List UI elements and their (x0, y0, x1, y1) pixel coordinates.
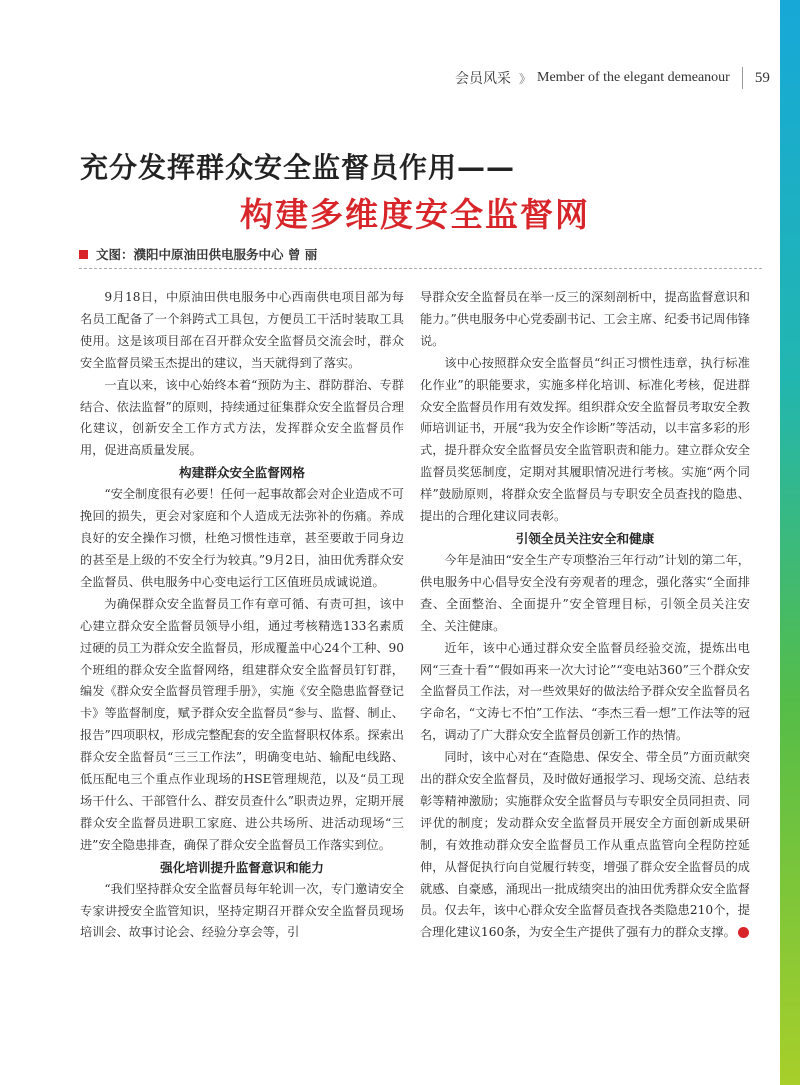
section-heading: 构建群众安全监督网格 (179, 465, 305, 481)
paragraph: 导群众安全监督员在举一反三的深刻剖析中，提高监督意识和能力。”供电服务中心党委副书记、工会主席、纪委书记周伟锋说。 (420, 290, 750, 348)
article-column-right (420, 287, 771, 944)
red-square-icon (79, 250, 88, 259)
byline (79, 245, 317, 263)
page-header (455, 66, 770, 90)
section-heading: 强化培训提升监督意识和能力 (160, 859, 324, 875)
divider (79, 268, 762, 269)
article-title-line1: 充分发挥群众安全监督员作用—— (80, 151, 516, 184)
byline-text: 文图：濮阳中原油田供电服务中心 曾 丽 (96, 247, 318, 262)
paragraph-last (420, 747, 771, 944)
paragraph: 该中心按照群众安全监督员“纠正习惯性违章，执行标准化作业”的职能要求，实施多样化培训、标准化考核，促进群众安全监督员作用有效发挥。组织群众安全监督员考取安全教师培训证书，开展“我为安全作诊断”等活动，以丰富多彩的形式，提升群众安全监督员安全监管职责和能力。建立群众安全监督员奖惩制度，定期对其履职情况进行考核。实施“两个同样”鼓励原则，将群众安全监督员与专职安全员查找的隐患、提出的合理化建议同表彰。 (420, 355, 750, 524)
chevron-right-icon: 》 (519, 71, 530, 86)
paragraph-text: 同时，该中心对在“查隐患、保安全、带全员”方面贡献突出的群众安全监督员，及时做好通报学习、现场交流、总结表彰等精神激励；实施群众安全监督员与专职安全员同担责、同评优的制度；发动群众安全监督员开展安全方面创新成果研制，有效推动群众安全监督员工作从重点监管向全程防控延伸，从督促执行向自觉履行转变，增强了群众安全监督员的成就感、自豪感，涌现出一批成绩突出的油田优秀群众安全监督员。仅去年，该中心群众安全监督员查找各类隐患210个，提合理化建议160条，为安全生产提供了强有力的群众支撑。 (420, 750, 750, 940)
decorative-side-bar (780, 0, 800, 1085)
end-mark-icon: Ⓒ (738, 927, 749, 938)
paragraph: 9月18日，中原油田供电服务中心西南供电项目部为每名员工配备了一个斜跨式工具包，方便员工干活时装取工具使用。这是该项目部在召开群众安全监督员交流会时，群众安全监督员梁玉杰提出的建议，当天就得到了落实。 (80, 290, 404, 370)
section-name: 会员风采 (455, 71, 511, 87)
page-number: 59 (754, 69, 770, 86)
header-divider (742, 67, 743, 89)
section-name-en: Member of the elegant demeanour (537, 70, 730, 85)
paragraph: “我们坚持群众安全监督员每年轮训一次，专门邀请安全专家讲授安全监管知识，坚持定期召开群众安全监督员现场培训会、故事讨论会、经验分享会等，引 (80, 881, 404, 940)
section-heading: 引领全员关注安全和健康 (515, 530, 655, 546)
paragraph: “安全制度很有必要！任何一起事故都会对企业造成不可挽回的损失，更会对家庭和个人造成无法弥补的伤痛。养成良好的安全操作习惯，杜绝习惯性违章，甚至要敢于同身边的甚至是上级的不安全行为较真。”9月2日，油田优秀群众安全监督员、供电服务中心变电运行工区值班员成诚说道。 (80, 487, 404, 589)
paragraph: 近年，该中心通过群众安全监督员经验交流，提炼出电网“三查十看”“假如再来一次大讨论”“变电站360”三个群众安全监督员工作法，对一些效果好的做法给予群众安全监督员名字命名，“文涛七不怕”工作法、“李杰三看一想”工作法等的冠名，调动了广大群众安全监督员创新工作的热情。 (420, 640, 750, 743)
paragraph: 今年是油田“安全生产专项整治三年行动”计划的第二年，供电服务中心倡导安全没有旁观者的理念，强化落实“全面排查、全面整治、全面提升”安全管理目标，引领全员关注安全、关注健康。 (420, 552, 750, 633)
article-title-line2: 构建多维度安全监督网 (240, 195, 590, 234)
article-column-left (80, 287, 404, 944)
paragraph: 为确保群众安全监督员工作有章可循、有责可担，该中心建立群众安全监督员领导小组，通过考核精选133名素质过硬的员工为群众安全监督员，形成覆盖中心24个工种、90个班组的群众安全监督网络，组建群众安全监督员钉钉群，编发《群众安全监督员管理手册》，实施《安全隐患监督登记卡》等监督制度，赋予群众安全监督员“参与、监督、制止、报告”四项职权，形成完整配套的安全监督职权体系。探索出群众安全监督员“三三工作法”，明确变电站、输配电线路、低压配电三个重点作业现场的HSE管理规范，以及“员工现场干什么、干部管什么、群安员查什么”职责边界，定期开展群众安全监督员进职工家庭、进公共场所、进活动现场“三进”安全隐患排查，确保了群众安全监督员工作落实到位。 (80, 596, 404, 852)
paragraph: 一直以来，该中心始终本着“预防为主、群防群治、专群结合、依法监督”的原则，持续通过征集群众安全监督员合理化建议，创新安全工作方式方法，发挥群众安全监督员作用，促进高质量发展。 (80, 377, 404, 458)
